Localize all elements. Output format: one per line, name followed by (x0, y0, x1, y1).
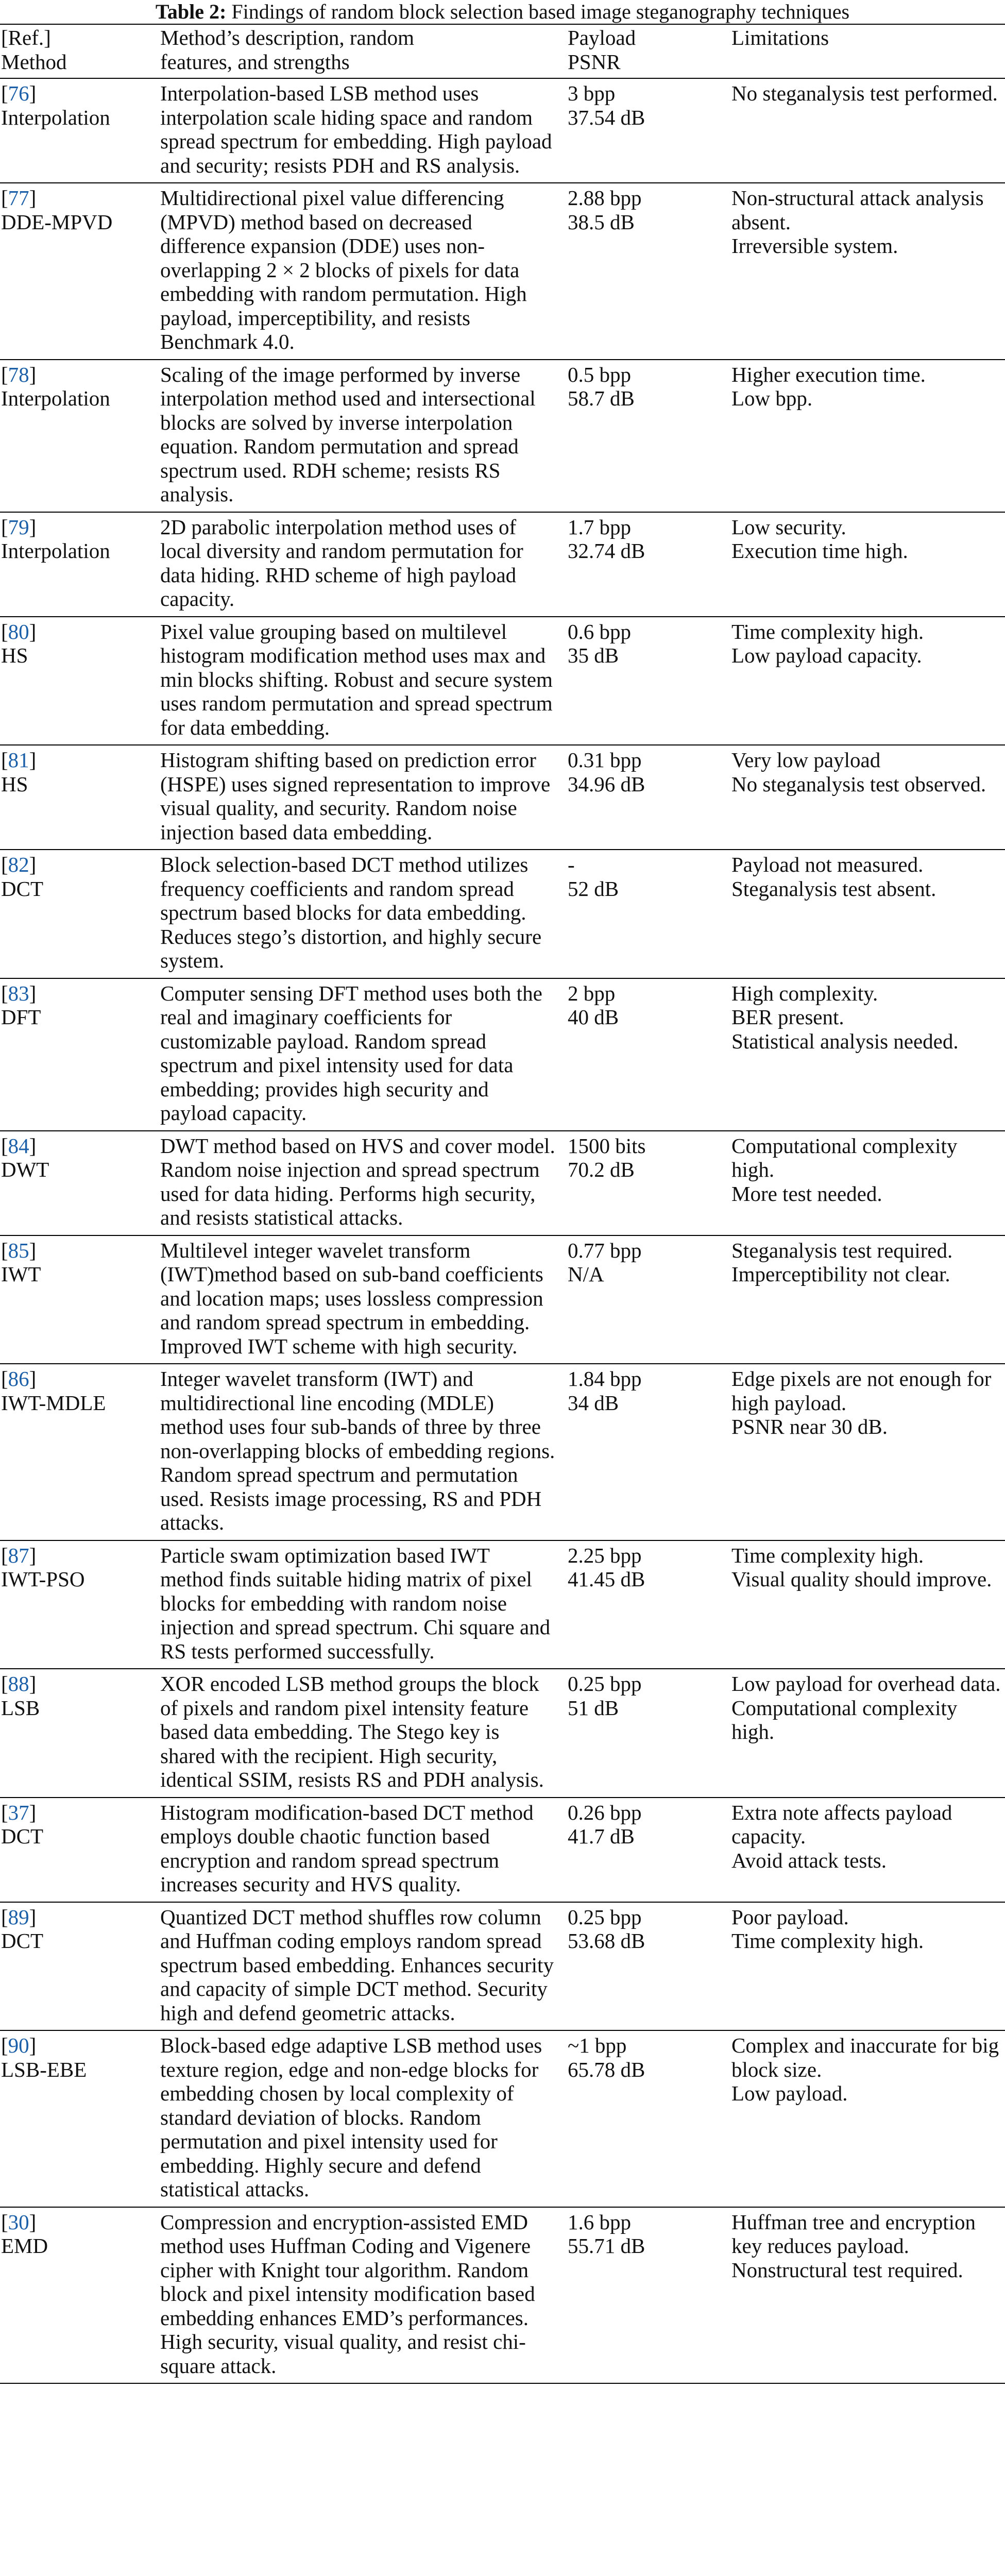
psnr-value: 35 dB (568, 643, 619, 667)
psnr-value: 55.71 dB (568, 2234, 645, 2258)
limitation-item: Low payload. (731, 2081, 848, 2105)
header-payload-psnr (568, 24, 731, 78)
ref-method-cell: [80] HS (0, 617, 160, 745)
description-cell: Histogram modification-based DCT method employs double chaotic function based encryption and random spread spectrum increases security and HVS quality. (160, 1800, 534, 1896)
method-name: DWT (1, 1158, 49, 1181)
table-row (0, 1235, 1005, 1364)
ref-method-cell: [90] LSB-EBE (0, 2030, 160, 2207)
payload-psnr-cell (568, 1902, 731, 2031)
payload-psnr-cell (568, 512, 731, 617)
psnr-value: N/A (568, 1262, 604, 1286)
limitation-item: Computational complexity high. (731, 1133, 958, 1181)
ref-method-cell: [81] HS (0, 745, 160, 850)
limitation-item: No steganalysis test observed. (731, 772, 986, 796)
table-body (0, 78, 1005, 2383)
ref-method-cell: [84] DWT (0, 1131, 160, 1235)
method-name: HS (1, 772, 28, 796)
payload-psnr-cell (568, 1235, 731, 1364)
limitations-cell (731, 2030, 1005, 2207)
payload-value: 0.6 bpp (568, 619, 631, 643)
payload-psnr-cell (568, 978, 731, 1131)
limitation-item: Payload not measured. (731, 853, 924, 876)
reference-link[interactable]: 90 (8, 2033, 29, 2057)
ref-method-cell: [37] DCT (0, 1798, 160, 1902)
payload-value: 2.88 bpp (568, 186, 642, 210)
ref-method-cell: [79] Interpolation (0, 512, 160, 617)
limitation-item: Extra note affects payload capacity. (731, 1800, 952, 1848)
payload-value: 0.31 bpp (568, 748, 642, 772)
reference-link[interactable]: 78 (8, 362, 29, 386)
limitation-item: Very low payload (731, 748, 881, 772)
payload-psnr-cell (568, 183, 731, 360)
limitation-item: No steganalysis test performed. (731, 81, 998, 105)
table-row (0, 745, 1005, 850)
method-name: IWT-MDLE (1, 1391, 106, 1415)
limitation-item: BER present. (731, 1005, 844, 1029)
psnr-value: 41.7 dB (568, 1824, 635, 1848)
description-cell: Scaling of the image performed by inverse interpolation method used and intersectional blocks are solved by inverse interpolation equation. Random permutation and spread spectrum used. RDH scheme; resists RS analysis. (160, 362, 536, 506)
table-row (0, 1540, 1005, 1669)
method-name: IWT-PSO (1, 1567, 85, 1591)
limitation-item: Poor payload. (731, 1905, 849, 1929)
description-cell: XOR encoded LSB method groups the block of pixels and random pixel intensity feature based data embedding. The Stego key is shared with the recipient. High security, identical SSIM, resists RS and PDH analysis. (160, 1672, 544, 1791)
limitation-item: Higher execution time. (731, 362, 926, 386)
description-cell: Computer sensing DFT method uses both the real and imaginary coefficients for customizable payload. Random spread spectrum and pixel intensity used for data embedding; provides high security and payload capacity. (160, 981, 542, 1125)
payload-value: 1.6 bpp (568, 2210, 631, 2234)
ref-method-cell: [76] Interpolation (0, 78, 160, 183)
table-row (0, 512, 1005, 617)
psnr-value: 58.7 dB (568, 386, 635, 410)
limitation-item: Irreversible system. (731, 234, 898, 258)
limitation-item: Computational complexity high. (731, 1696, 958, 1743)
ref-method-cell: [88] LSB (0, 1669, 160, 1798)
description-cell: Pixel value grouping based on multilevel histogram modification method uses max and min blocks shifting. Robust and secure system uses random permutation and spread spectrum for data embedding. (160, 619, 553, 739)
table-row (0, 183, 1005, 360)
header-method: Method (1, 49, 67, 74)
limitations-cell (731, 850, 1005, 978)
reference-link[interactable]: 88 (8, 1672, 29, 1696)
psnr-value: 41.45 dB (568, 1567, 645, 1591)
header-psnr: PSNR (568, 49, 621, 74)
psnr-value: 51 dB (568, 1696, 619, 1720)
table-row (0, 360, 1005, 512)
description-cell: Multilevel integer wavelet transform (IWT)method based on sub-band coefficients and location maps; uses lossless compression and random spread spectrum in embedding. Improved IWT scheme with high security. (160, 1238, 543, 1358)
limitations-cell (731, 1902, 1005, 2031)
table-row (0, 1669, 1005, 1798)
reference-link[interactable]: 85 (8, 1238, 29, 1262)
limitation-item: Avoid attack tests. (731, 1848, 887, 1872)
payload-value: ~1 bpp (568, 2033, 627, 2057)
description-cell: Block-based edge adaptive LSB method uses texture region, edge and non-edge blocks for embedding chosen by local complexity of standard deviation of blocks. Random permutation and pixel intensity used for embedding. Highly secure and defend statistical attacks. (160, 2033, 542, 2201)
method-name: IWT (1, 1262, 41, 1286)
header-ref: [Ref.] (1, 26, 51, 49)
psnr-value: 34 dB (568, 1391, 619, 1415)
description-cell: Compression and encryption-assisted EMD method uses Huffman Coding and Vigenere cipher with Knight tour algorithm. Random block and pixel intensity modification based embedding enhances EMD’s performances. High security, visual quality, and resist chi-square attack. (160, 2210, 535, 2378)
payload-value: 0.77 bpp (568, 1238, 642, 1262)
reference-link[interactable]: 89 (8, 1905, 29, 1929)
reference-link[interactable]: 81 (8, 748, 29, 772)
payload-value: 1500 bits (568, 1133, 646, 1158)
table-header-row (0, 24, 1005, 78)
description-cell: Multidirectional pixel value differencing (MPVD) method based on decreased difference expansion (DDE) uses non-overlapping 2 × 2 blocks of pixels for data embedding with random permutation. High payload, imperceptibility, and resists Benchmark 4.0. (160, 186, 527, 353)
payload-psnr-cell (568, 1364, 731, 1540)
method-name: Interpolation (1, 386, 110, 410)
table-row (0, 1131, 1005, 1235)
limitations-cell (731, 1798, 1005, 1902)
limitations-cell (731, 1235, 1005, 1364)
method-name: EMD (1, 2234, 48, 2258)
psnr-value: 70.2 dB (568, 1158, 635, 1181)
limitation-item: Low payload for overhead data. (731, 1672, 1001, 1696)
limitations-cell (731, 78, 1005, 183)
psnr-value: 65.78 dB (568, 2057, 645, 2081)
payload-psnr-cell (568, 1131, 731, 1235)
psnr-value: 38.5 dB (568, 210, 635, 234)
limitation-item: Time complexity high. (731, 619, 924, 643)
payload-psnr-cell (568, 2030, 731, 2207)
psnr-value: 52 dB (568, 876, 619, 901)
method-name: DCT (1, 876, 43, 901)
limitation-item: Time complexity high. (731, 1543, 924, 1567)
ref-method-cell: [77] DDE-MPVD (0, 183, 160, 360)
limitation-item: Time complexity high. (731, 1929, 924, 1953)
limitation-item: High complexity. (731, 981, 878, 1005)
payload-value: 0.26 bpp (568, 1800, 642, 1824)
payload-value: 2.25 bpp (568, 1543, 642, 1567)
reference-link[interactable]: 84 (8, 1133, 29, 1158)
psnr-value: 32.74 dB (568, 539, 645, 563)
header-description-line2: features, and strengths (160, 49, 350, 74)
limitations-cell (731, 2207, 1005, 2384)
ref-method-cell: [30] EMD (0, 2207, 160, 2384)
method-name: HS (1, 643, 28, 667)
psnr-value: 53.68 dB (568, 1929, 645, 1953)
ref-method-cell: [87] IWT-PSO (0, 1540, 160, 1669)
ref-method-cell: [83] DFT (0, 978, 160, 1131)
reference-link[interactable]: 37 (8, 1800, 29, 1824)
limitation-item: Non-structural attack analysis absent. (731, 186, 984, 234)
limitations-cell (731, 183, 1005, 360)
payload-psnr-cell (568, 1540, 731, 1669)
method-name: DCT (1, 1824, 43, 1848)
description-cell: Integer wavelet transform (IWT) and multidirectional line encoding (MDLE) method uses four sub-bands of three by three non-overlapping blocks of embedding regions. Random spread spectrum and permutation used. Resists image processing, RS and PDH attacks. (160, 1367, 555, 1534)
payload-psnr-cell (568, 1669, 731, 1798)
reference-link[interactable]: 82 (8, 853, 29, 876)
description-cell: DWT method based on HVS and cover model. Random noise injection and spread spectrum used for data hiding. Performs high security, and resists statistical attacks. (160, 1133, 555, 1229)
reference-link[interactable]: 30 (8, 2210, 29, 2234)
limitation-item: Huffman tree and encryption key reduces payload. (731, 2210, 976, 2258)
reference-link[interactable]: 77 (8, 186, 29, 210)
limitation-item: Statistical analysis needed. (731, 1029, 959, 1053)
payload-value: 2 bpp (568, 981, 616, 1005)
limitations-cell (731, 1540, 1005, 1669)
description-cell: Particle swam optimization based IWT method finds suitable hiding matrix of pixel blocks for embedding with random noise injection and spread spectrum. Chi square and RS tests performed successfully. (160, 1543, 551, 1663)
limitation-item: More test needed. (731, 1181, 882, 1206)
table-row (0, 78, 1005, 183)
limitations-cell (731, 1669, 1005, 1798)
reference-link[interactable]: 80 (8, 619, 29, 643)
limitations-cell (731, 1131, 1005, 1235)
limitation-item: Low payload capacity. (731, 643, 922, 667)
limitation-item: Edge pixels are not enough for high payload. (731, 1367, 992, 1415)
method-name: Interpolation (1, 539, 110, 563)
method-name: DCT (1, 1929, 43, 1953)
ref-method-cell: [82] DCT (0, 850, 160, 978)
table-row (0, 1364, 1005, 1540)
payload-value: 0.25 bpp (568, 1672, 642, 1696)
limitation-item: PSNR near 30 dB. (731, 1415, 888, 1438)
limitations-cell (731, 512, 1005, 617)
payload-psnr-cell (568, 2207, 731, 2384)
ref-method-cell: [85] IWT (0, 1235, 160, 1364)
table-row (0, 1798, 1005, 1902)
table-row (0, 617, 1005, 745)
reference-link[interactable]: 79 (8, 515, 29, 539)
header-ref-method (0, 24, 160, 78)
payload-value: 3 bpp (568, 81, 616, 105)
payload-value: 0.25 bpp (568, 1905, 642, 1929)
table-row (0, 2207, 1005, 2384)
ref-method-cell: [86] IWT-MDLE (0, 1364, 160, 1540)
ref-method-cell: [89] DCT (0, 1902, 160, 2031)
description-cell: Histogram shifting based on prediction error (HSPE) uses signed representation to improve visual quality, and security. Random noise injection based data embedding. (160, 748, 551, 844)
psnr-value: 34.96 dB (568, 772, 645, 796)
table-row (0, 978, 1005, 1131)
limitation-item: Complex and inaccurate for big block size. (731, 2033, 999, 2081)
psnr-value: 40 dB (568, 1005, 619, 1029)
psnr-value: 37.54 dB (568, 105, 645, 129)
limitation-item: Low bpp. (731, 386, 813, 410)
limitation-item: Steganalysis test required. (731, 1238, 953, 1262)
limitations-cell (731, 745, 1005, 850)
header-payload: Payload (568, 26, 636, 49)
findings-table (0, 24, 1005, 2384)
ref-method-cell: [78] Interpolation (0, 360, 160, 512)
method-name: LSB (1, 1696, 40, 1720)
method-name: Interpolation (1, 105, 110, 129)
payload-psnr-cell (568, 1798, 731, 1902)
reference-link[interactable]: 83 (8, 981, 29, 1005)
payload-value: 1.84 bpp (568, 1367, 642, 1391)
limitations-cell (731, 360, 1005, 512)
description-cell: Block selection-based DCT method utilizes frequency coefficients and random spread spectrum based blocks for data embedding. Reduces stego’s distortion, and highly secure system. (160, 853, 542, 972)
payload-psnr-cell (568, 360, 731, 512)
method-name: LSB-EBE (1, 2057, 87, 2081)
reference-link[interactable]: 76 (8, 81, 29, 105)
description-cell: Quantized DCT method shuffles row column and Huffman coding employs random spread spectrum based embedding. Enhances security and capacity of simple DCT method. Security high and defend geometric attacks. (160, 1905, 554, 2025)
limitations-cell (731, 978, 1005, 1131)
payload-value: 0.5 bpp (568, 362, 631, 386)
limitation-item: Low security. (731, 515, 846, 539)
payload-psnr-cell (568, 850, 731, 978)
table-row (0, 1902, 1005, 2031)
header-description-line1: Method’s description, random (160, 26, 415, 49)
table-caption-label: Table 2: (155, 0, 227, 23)
payload-psnr-cell (568, 617, 731, 745)
reference-link[interactable]: 87 (8, 1543, 29, 1567)
method-name: DFT (1, 1005, 41, 1029)
reference-link[interactable]: 86 (8, 1367, 29, 1391)
limitation-item: Steganalysis test absent. (731, 876, 936, 901)
payload-psnr-cell (568, 78, 731, 183)
description-cell: 2D parabolic interpolation method uses of local diversity and random permutation for data hiding. RHD scheme of high payload capacity. (160, 515, 523, 611)
description-cell: Interpolation-based LSB method uses interpolation scale hiding space and random spread spectrum for embedding. High payload and security; resists PDH and RS analysis. (160, 81, 552, 177)
header-description (160, 24, 568, 78)
limitation-item: Execution time high. (731, 539, 908, 563)
payload-value: - (568, 853, 575, 876)
payload-psnr-cell (568, 745, 731, 850)
table-caption (0, 0, 1005, 24)
limitations-cell (731, 1364, 1005, 1540)
header-limitations: Limitations (731, 26, 829, 49)
limitation-item: Imperceptibility not clear. (731, 1262, 950, 1286)
table-row (0, 2030, 1005, 2207)
table-row (0, 850, 1005, 978)
limitation-item: Visual quality should improve. (731, 1567, 992, 1591)
limitations-cell (731, 617, 1005, 745)
table-caption-text: Findings of random block selection based image steganography techniques (231, 0, 850, 23)
method-name: DDE-MPVD (1, 210, 113, 234)
payload-value: 1.7 bpp (568, 515, 631, 539)
limitation-item: Nonstructural test required. (731, 2258, 963, 2282)
